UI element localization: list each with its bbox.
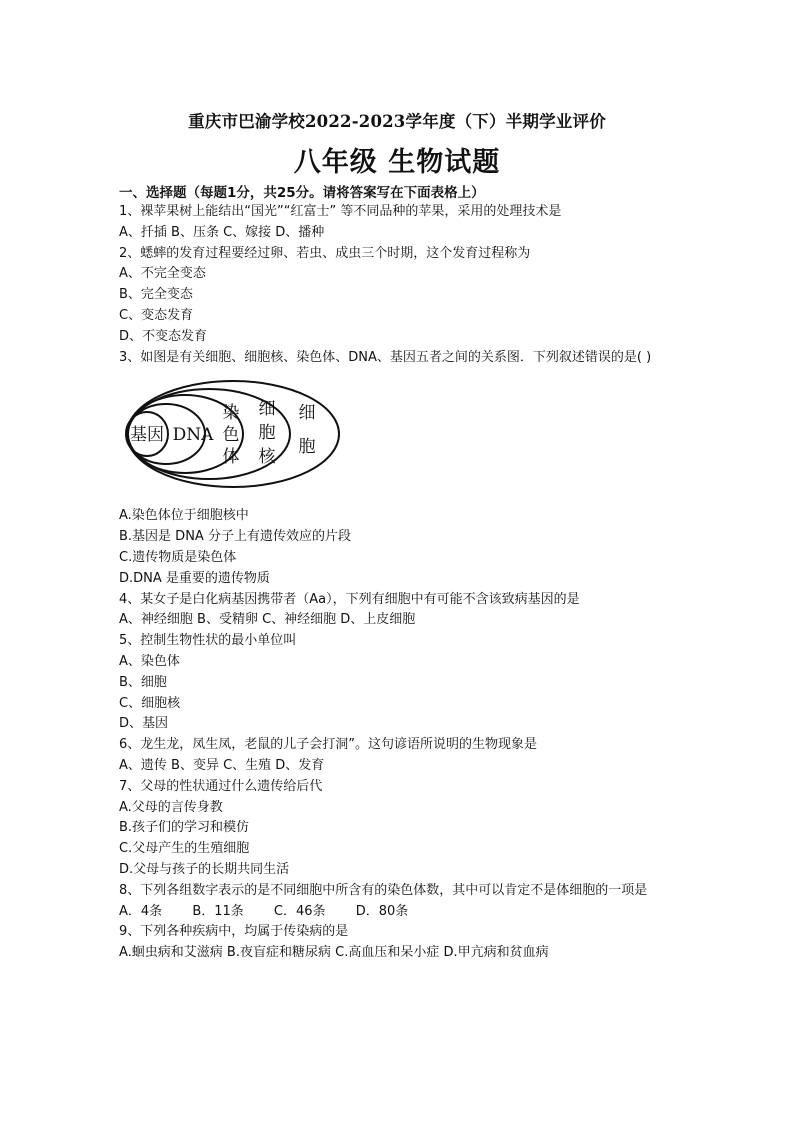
dna-label: DNA [172,425,214,446]
nucleus-label-2: 胞 [258,423,276,444]
q3-option-d: D.DNA 是重要的遗传物质 [119,570,270,586]
cell-relationship-diagram [123,376,353,494]
q8-option-c: C．46条 [273,903,326,919]
q6-stem: 6、龙生龙，凤生凤，老鼠的儿子会打洞”。这句谚语所说明的生物现象是 [119,737,538,753]
nucleus-label-3: 核 [258,447,276,468]
q7-option-b: B.孩子们的学习和模仿 [119,820,250,836]
q8-option-b: B．11条 [192,903,244,919]
q5-option-a: A、染色体 [119,653,180,669]
q9-stem: 9、下列各种疾病中，均属于传染病的是 [119,924,349,940]
q4-options: A、神经细胞 B、受精卵 C、神经细胞 D、上皮细胞 [119,612,416,628]
q8-option-a: A．4条 [119,903,163,919]
q8-option-d: D．80条 [355,903,409,919]
q1-options: A、扦插 B、压条 C、嫁接 D、播种 [119,224,325,240]
cell-label-1: 细 [298,403,316,424]
q8-stem: 8、下列各组数字表示的是不同细胞中所含有的染色体数，其中可以肯定不是体细胞的一项是 [119,882,648,898]
chromosome-label-2: 色 [222,425,240,446]
cell-label-2: 胞 [298,437,316,458]
q3-option-a: A.染色体位于细胞核中 [119,508,249,524]
question-list [119,202,679,964]
q2-option-b: B、完全变态 [119,287,193,303]
school-title: 重庆市巴渝学校2022-2023学年度（下）半期学业评价 [188,112,606,131]
q3-option-b: B.基因是 DNA 分子上有遗传效应的片段 [119,529,351,545]
section-heading: 一、选择题（每题1分，共25分。请将答案写在下面表格上） [119,185,485,201]
q8-options [119,902,679,923]
subject-title: 八年级 生物试题 [293,147,501,178]
chromosome-label-1: 染 [222,403,240,424]
q2-stem: 2、蟋蟀的发育过程要经过卵、若虫、成虫三个时期，这个发育过程称为 [119,245,531,261]
q5-stem: 5、控制生物性状的最小单位叫 [119,633,297,649]
q7-option-a: A.父母的言传身教 [119,799,223,815]
q2-option-a: A、不完全变态 [119,266,206,282]
q7-stem: 7、父母的性状通过什么遗传给后代 [119,778,323,794]
q3-option-c: C.遗传物质是染色体 [119,549,237,565]
gene-label: 基因 [130,425,164,446]
q7-option-d: D.父母与孩子的长期共同生活 [119,861,290,877]
q1-stem: 1、裸苹果树上能结出“国光”“红富士” 等不同品种的苹果，采用的处理技术是 [119,204,562,219]
nucleus-label-1: 细 [258,399,276,420]
q5-option-c: C、细胞核 [119,695,181,711]
q5-option-d: D、基因 [119,716,169,732]
q7-option-c: C.父母产生的生殖细胞 [119,841,250,857]
q2-option-c: C、变态发育 [119,307,194,323]
q9-options: A.蛔虫病和艾滋病 B.夜盲症和糖尿病 C.高血压和呆小症 D.甲亢病和贫血病 [119,945,549,961]
q2-option-d: D、不变态发育 [119,328,208,344]
q3-stem: 3、如图是有关细胞、细胞核、染色体、DNA、基因五者之间的关系图．下列叙述错误的是( ) [119,349,652,365]
q6-options: A、遗传 B、变异 C、生殖 D、发育 [119,757,325,773]
q4-stem: 4、某女子是白化病基因携带者（Aa），下列有细胞中有可能不含该致病基因的是 [119,591,580,607]
chromosome-label-3: 体 [222,447,240,468]
q5-option-b: B、细胞 [119,674,167,690]
